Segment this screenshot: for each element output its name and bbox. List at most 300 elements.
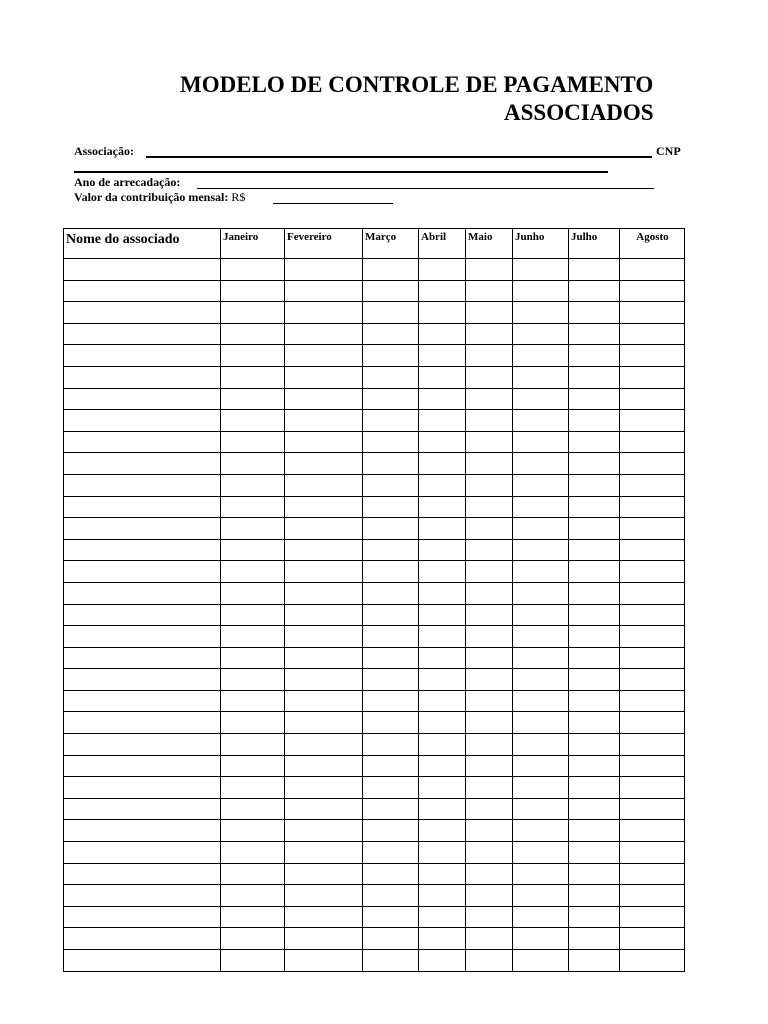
associado-name-cell[interactable] <box>64 302 221 324</box>
month-payment-cell[interactable] <box>569 604 620 626</box>
month-payment-cell[interactable] <box>419 626 466 648</box>
month-payment-cell[interactable] <box>466 734 513 756</box>
associado-name-cell[interactable] <box>64 950 221 972</box>
month-payment-cell[interactable] <box>285 474 363 496</box>
month-payment-cell[interactable] <box>466 431 513 453</box>
associado-name-cell[interactable] <box>64 734 221 756</box>
month-payment-cell[interactable] <box>363 820 419 842</box>
month-payment-cell[interactable] <box>569 777 620 799</box>
month-payment-cell[interactable] <box>569 431 620 453</box>
month-payment-cell[interactable] <box>419 518 466 540</box>
month-payment-cell[interactable] <box>285 647 363 669</box>
month-payment-cell[interactable] <box>620 539 685 561</box>
month-payment-cell[interactable] <box>221 604 285 626</box>
month-payment-cell[interactable] <box>466 496 513 518</box>
month-payment-cell[interactable] <box>466 712 513 734</box>
month-payment-cell[interactable] <box>620 755 685 777</box>
month-payment-cell[interactable] <box>466 755 513 777</box>
month-payment-cell[interactable] <box>363 474 419 496</box>
month-payment-cell[interactable] <box>620 950 685 972</box>
month-payment-cell[interactable] <box>569 561 620 583</box>
month-payment-cell[interactable] <box>513 863 569 885</box>
month-payment-cell[interactable] <box>221 561 285 583</box>
month-payment-cell[interactable] <box>513 431 569 453</box>
month-payment-cell[interactable] <box>419 259 466 281</box>
month-payment-cell[interactable] <box>513 669 569 691</box>
month-payment-cell[interactable] <box>620 323 685 345</box>
month-payment-cell[interactable] <box>419 928 466 950</box>
month-payment-cell[interactable] <box>221 345 285 367</box>
month-payment-cell[interactable] <box>419 431 466 453</box>
month-payment-cell[interactable] <box>363 410 419 432</box>
month-payment-cell[interactable] <box>466 604 513 626</box>
month-payment-cell[interactable] <box>620 820 685 842</box>
month-payment-cell[interactable] <box>513 366 569 388</box>
month-payment-cell[interactable] <box>363 582 419 604</box>
month-payment-cell[interactable] <box>513 928 569 950</box>
month-payment-cell[interactable] <box>620 518 685 540</box>
month-payment-cell[interactable] <box>513 410 569 432</box>
month-payment-cell[interactable] <box>363 453 419 475</box>
month-payment-cell[interactable] <box>466 820 513 842</box>
month-payment-cell[interactable] <box>620 712 685 734</box>
month-payment-cell[interactable] <box>466 669 513 691</box>
associado-name-cell[interactable] <box>64 259 221 281</box>
month-payment-cell[interactable] <box>419 496 466 518</box>
month-payment-cell[interactable] <box>419 820 466 842</box>
month-payment-cell[interactable] <box>285 626 363 648</box>
month-payment-cell[interactable] <box>285 928 363 950</box>
associado-name-cell[interactable] <box>64 280 221 302</box>
month-payment-cell[interactable] <box>285 820 363 842</box>
associado-name-cell[interactable] <box>64 863 221 885</box>
month-payment-cell[interactable] <box>221 388 285 410</box>
month-payment-cell[interactable] <box>221 431 285 453</box>
associacao-second-line[interactable] <box>74 171 608 173</box>
month-payment-cell[interactable] <box>620 366 685 388</box>
month-payment-cell[interactable] <box>620 410 685 432</box>
month-payment-cell[interactable] <box>513 302 569 324</box>
month-payment-cell[interactable] <box>620 842 685 864</box>
month-payment-cell[interactable] <box>419 755 466 777</box>
month-payment-cell[interactable] <box>363 323 419 345</box>
associado-name-cell[interactable] <box>64 474 221 496</box>
month-payment-cell[interactable] <box>569 539 620 561</box>
month-payment-cell[interactable] <box>466 366 513 388</box>
month-payment-cell[interactable] <box>221 280 285 302</box>
month-payment-cell[interactable] <box>466 777 513 799</box>
month-payment-cell[interactable] <box>513 626 569 648</box>
month-payment-cell[interactable] <box>419 604 466 626</box>
month-payment-cell[interactable] <box>620 798 685 820</box>
month-payment-cell[interactable] <box>569 863 620 885</box>
month-payment-cell[interactable] <box>363 431 419 453</box>
month-payment-cell[interactable] <box>620 259 685 281</box>
month-payment-cell[interactable] <box>363 885 419 907</box>
month-payment-cell[interactable] <box>221 453 285 475</box>
month-payment-cell[interactable] <box>513 496 569 518</box>
associado-name-cell[interactable] <box>64 669 221 691</box>
month-payment-cell[interactable] <box>620 302 685 324</box>
month-payment-cell[interactable] <box>221 712 285 734</box>
month-payment-cell[interactable] <box>466 302 513 324</box>
month-payment-cell[interactable] <box>419 950 466 972</box>
month-payment-cell[interactable] <box>285 496 363 518</box>
month-payment-cell[interactable] <box>285 410 363 432</box>
month-payment-cell[interactable] <box>513 561 569 583</box>
month-payment-cell[interactable] <box>419 777 466 799</box>
associado-name-cell[interactable] <box>64 690 221 712</box>
month-payment-cell[interactable] <box>466 474 513 496</box>
associado-name-cell[interactable] <box>64 561 221 583</box>
month-payment-cell[interactable] <box>285 453 363 475</box>
month-payment-cell[interactable] <box>285 280 363 302</box>
associado-name-cell[interactable] <box>64 842 221 864</box>
month-payment-cell[interactable] <box>569 518 620 540</box>
month-payment-cell[interactable] <box>620 626 685 648</box>
month-payment-cell[interactable] <box>569 345 620 367</box>
month-payment-cell[interactable] <box>221 518 285 540</box>
month-payment-cell[interactable] <box>513 842 569 864</box>
month-payment-cell[interactable] <box>221 496 285 518</box>
month-payment-cell[interactable] <box>466 798 513 820</box>
month-payment-cell[interactable] <box>513 539 569 561</box>
associado-name-cell[interactable] <box>64 496 221 518</box>
month-payment-cell[interactable] <box>285 561 363 583</box>
month-payment-cell[interactable] <box>363 626 419 648</box>
month-payment-cell[interactable] <box>620 496 685 518</box>
associado-name-cell[interactable] <box>64 453 221 475</box>
month-payment-cell[interactable] <box>513 690 569 712</box>
month-payment-cell[interactable] <box>363 734 419 756</box>
month-payment-cell[interactable] <box>569 842 620 864</box>
associado-name-cell[interactable] <box>64 366 221 388</box>
month-payment-cell[interactable] <box>363 366 419 388</box>
month-payment-cell[interactable] <box>285 604 363 626</box>
month-payment-cell[interactable] <box>419 906 466 928</box>
month-payment-cell[interactable] <box>569 410 620 432</box>
month-payment-cell[interactable] <box>419 410 466 432</box>
month-payment-cell[interactable] <box>419 842 466 864</box>
month-payment-cell[interactable] <box>569 690 620 712</box>
month-payment-cell[interactable] <box>569 669 620 691</box>
month-payment-cell[interactable] <box>285 539 363 561</box>
month-payment-cell[interactable] <box>569 885 620 907</box>
associado-name-cell[interactable] <box>64 323 221 345</box>
month-payment-cell[interactable] <box>363 712 419 734</box>
month-payment-cell[interactable] <box>363 755 419 777</box>
month-payment-cell[interactable] <box>363 928 419 950</box>
month-payment-cell[interactable] <box>419 323 466 345</box>
month-payment-cell[interactable] <box>466 259 513 281</box>
month-payment-cell[interactable] <box>285 302 363 324</box>
month-payment-cell[interactable] <box>285 518 363 540</box>
associado-name-cell[interactable] <box>64 345 221 367</box>
month-payment-cell[interactable] <box>513 474 569 496</box>
month-payment-cell[interactable] <box>620 582 685 604</box>
month-payment-cell[interactable] <box>221 885 285 907</box>
month-payment-cell[interactable] <box>419 863 466 885</box>
month-payment-cell[interactable] <box>513 906 569 928</box>
month-payment-cell[interactable] <box>419 690 466 712</box>
month-payment-cell[interactable] <box>419 582 466 604</box>
month-payment-cell[interactable] <box>363 518 419 540</box>
month-payment-cell[interactable] <box>466 539 513 561</box>
month-payment-cell[interactable] <box>419 366 466 388</box>
month-payment-cell[interactable] <box>285 755 363 777</box>
month-payment-cell[interactable] <box>419 345 466 367</box>
month-payment-cell[interactable] <box>569 820 620 842</box>
month-payment-cell[interactable] <box>569 474 620 496</box>
month-payment-cell[interactable] <box>419 539 466 561</box>
month-payment-cell[interactable] <box>466 863 513 885</box>
month-payment-cell[interactable] <box>466 345 513 367</box>
month-payment-cell[interactable] <box>513 712 569 734</box>
month-payment-cell[interactable] <box>285 388 363 410</box>
month-payment-cell[interactable] <box>620 474 685 496</box>
month-payment-cell[interactable] <box>285 345 363 367</box>
month-payment-cell[interactable] <box>419 302 466 324</box>
month-payment-cell[interactable] <box>466 280 513 302</box>
month-payment-cell[interactable] <box>363 950 419 972</box>
month-payment-cell[interactable] <box>221 323 285 345</box>
month-payment-cell[interactable] <box>363 259 419 281</box>
month-payment-cell[interactable] <box>466 582 513 604</box>
associado-name-cell[interactable] <box>64 906 221 928</box>
associado-name-cell[interactable] <box>64 798 221 820</box>
month-payment-cell[interactable] <box>419 474 466 496</box>
month-payment-cell[interactable] <box>363 842 419 864</box>
month-payment-cell[interactable] <box>620 669 685 691</box>
associado-name-cell[interactable] <box>64 604 221 626</box>
associado-name-cell[interactable] <box>64 712 221 734</box>
month-payment-cell[interactable] <box>221 690 285 712</box>
month-payment-cell[interactable] <box>513 950 569 972</box>
month-payment-cell[interactable] <box>513 820 569 842</box>
month-payment-cell[interactable] <box>363 798 419 820</box>
month-payment-cell[interactable] <box>569 366 620 388</box>
month-payment-cell[interactable] <box>513 777 569 799</box>
month-payment-cell[interactable] <box>466 950 513 972</box>
month-payment-cell[interactable] <box>285 885 363 907</box>
month-payment-cell[interactable] <box>285 842 363 864</box>
month-payment-cell[interactable] <box>466 647 513 669</box>
month-payment-cell[interactable] <box>620 604 685 626</box>
month-payment-cell[interactable] <box>363 280 419 302</box>
month-payment-cell[interactable] <box>221 539 285 561</box>
month-payment-cell[interactable] <box>569 259 620 281</box>
month-payment-cell[interactable] <box>285 431 363 453</box>
month-payment-cell[interactable] <box>363 906 419 928</box>
month-payment-cell[interactable] <box>569 453 620 475</box>
month-payment-cell[interactable] <box>569 582 620 604</box>
month-payment-cell[interactable] <box>221 647 285 669</box>
month-payment-cell[interactable] <box>620 280 685 302</box>
month-payment-cell[interactable] <box>285 366 363 388</box>
month-payment-cell[interactable] <box>285 734 363 756</box>
month-payment-cell[interactable] <box>466 626 513 648</box>
month-payment-cell[interactable] <box>285 690 363 712</box>
month-payment-cell[interactable] <box>569 712 620 734</box>
month-payment-cell[interactable] <box>620 734 685 756</box>
month-payment-cell[interactable] <box>569 302 620 324</box>
month-payment-cell[interactable] <box>620 885 685 907</box>
valor-contribuicao-field-line[interactable] <box>273 203 393 204</box>
month-payment-cell[interactable] <box>419 453 466 475</box>
associado-name-cell[interactable] <box>64 539 221 561</box>
month-payment-cell[interactable] <box>466 928 513 950</box>
month-payment-cell[interactable] <box>363 388 419 410</box>
associado-name-cell[interactable] <box>64 885 221 907</box>
month-payment-cell[interactable] <box>466 518 513 540</box>
month-payment-cell[interactable] <box>419 561 466 583</box>
month-payment-cell[interactable] <box>221 734 285 756</box>
month-payment-cell[interactable] <box>513 453 569 475</box>
month-payment-cell[interactable] <box>513 755 569 777</box>
month-payment-cell[interactable] <box>513 798 569 820</box>
month-payment-cell[interactable] <box>221 798 285 820</box>
month-payment-cell[interactable] <box>513 582 569 604</box>
month-payment-cell[interactable] <box>620 431 685 453</box>
ano-arrecadacao-field-line[interactable] <box>197 188 654 189</box>
month-payment-cell[interactable] <box>569 647 620 669</box>
month-payment-cell[interactable] <box>285 863 363 885</box>
month-payment-cell[interactable] <box>466 323 513 345</box>
month-payment-cell[interactable] <box>419 669 466 691</box>
month-payment-cell[interactable] <box>363 604 419 626</box>
month-payment-cell[interactable] <box>620 453 685 475</box>
associado-name-cell[interactable] <box>64 777 221 799</box>
month-payment-cell[interactable] <box>569 755 620 777</box>
month-payment-cell[interactable] <box>285 906 363 928</box>
month-payment-cell[interactable] <box>285 323 363 345</box>
month-payment-cell[interactable] <box>620 928 685 950</box>
month-payment-cell[interactable] <box>363 777 419 799</box>
month-payment-cell[interactable] <box>419 388 466 410</box>
associado-name-cell[interactable] <box>64 582 221 604</box>
month-payment-cell[interactable] <box>466 561 513 583</box>
month-payment-cell[interactable] <box>285 259 363 281</box>
month-payment-cell[interactable] <box>513 604 569 626</box>
month-payment-cell[interactable] <box>221 820 285 842</box>
month-payment-cell[interactable] <box>221 302 285 324</box>
month-payment-cell[interactable] <box>363 496 419 518</box>
month-payment-cell[interactable] <box>569 928 620 950</box>
month-payment-cell[interactable] <box>513 280 569 302</box>
associacao-field-line[interactable] <box>146 156 652 158</box>
month-payment-cell[interactable] <box>569 950 620 972</box>
month-payment-cell[interactable] <box>466 906 513 928</box>
month-payment-cell[interactable] <box>513 259 569 281</box>
month-payment-cell[interactable] <box>285 712 363 734</box>
month-payment-cell[interactable] <box>285 777 363 799</box>
month-payment-cell[interactable] <box>419 647 466 669</box>
month-payment-cell[interactable] <box>569 280 620 302</box>
month-payment-cell[interactable] <box>419 280 466 302</box>
associado-name-cell[interactable] <box>64 755 221 777</box>
month-payment-cell[interactable] <box>513 345 569 367</box>
month-payment-cell[interactable] <box>569 734 620 756</box>
month-payment-cell[interactable] <box>513 647 569 669</box>
month-payment-cell[interactable] <box>569 388 620 410</box>
month-payment-cell[interactable] <box>419 734 466 756</box>
associado-name-cell[interactable] <box>64 410 221 432</box>
month-payment-cell[interactable] <box>569 798 620 820</box>
month-payment-cell[interactable] <box>285 950 363 972</box>
associado-name-cell[interactable] <box>64 647 221 669</box>
month-payment-cell[interactable] <box>221 669 285 691</box>
month-payment-cell[interactable] <box>363 539 419 561</box>
month-payment-cell[interactable] <box>363 863 419 885</box>
month-payment-cell[interactable] <box>221 950 285 972</box>
month-payment-cell[interactable] <box>620 561 685 583</box>
month-payment-cell[interactable] <box>363 302 419 324</box>
month-payment-cell[interactable] <box>466 842 513 864</box>
associado-name-cell[interactable] <box>64 431 221 453</box>
month-payment-cell[interactable] <box>620 388 685 410</box>
month-payment-cell[interactable] <box>569 906 620 928</box>
associado-name-cell[interactable] <box>64 928 221 950</box>
associado-name-cell[interactable] <box>64 388 221 410</box>
month-payment-cell[interactable] <box>363 690 419 712</box>
month-payment-cell[interactable] <box>466 453 513 475</box>
month-payment-cell[interactable] <box>466 885 513 907</box>
month-payment-cell[interactable] <box>221 410 285 432</box>
month-payment-cell[interactable] <box>221 366 285 388</box>
month-payment-cell[interactable] <box>221 842 285 864</box>
associado-name-cell[interactable] <box>64 518 221 540</box>
month-payment-cell[interactable] <box>419 712 466 734</box>
month-payment-cell[interactable] <box>513 388 569 410</box>
month-payment-cell[interactable] <box>285 582 363 604</box>
month-payment-cell[interactable] <box>620 690 685 712</box>
month-payment-cell[interactable] <box>221 626 285 648</box>
month-payment-cell[interactable] <box>221 906 285 928</box>
month-payment-cell[interactable] <box>620 906 685 928</box>
month-payment-cell[interactable] <box>569 323 620 345</box>
month-payment-cell[interactable] <box>620 863 685 885</box>
month-payment-cell[interactable] <box>620 647 685 669</box>
month-payment-cell[interactable] <box>221 755 285 777</box>
month-payment-cell[interactable] <box>466 690 513 712</box>
month-payment-cell[interactable] <box>363 345 419 367</box>
month-payment-cell[interactable] <box>221 474 285 496</box>
associado-name-cell[interactable] <box>64 820 221 842</box>
month-payment-cell[interactable] <box>466 388 513 410</box>
month-payment-cell[interactable] <box>285 798 363 820</box>
month-payment-cell[interactable] <box>363 561 419 583</box>
month-payment-cell[interactable] <box>363 669 419 691</box>
month-payment-cell[interactable] <box>221 582 285 604</box>
month-payment-cell[interactable] <box>513 323 569 345</box>
month-payment-cell[interactable] <box>221 863 285 885</box>
month-payment-cell[interactable] <box>569 626 620 648</box>
month-payment-cell[interactable] <box>419 885 466 907</box>
month-payment-cell[interactable] <box>221 259 285 281</box>
month-payment-cell[interactable] <box>285 669 363 691</box>
month-payment-cell[interactable] <box>620 345 685 367</box>
month-payment-cell[interactable] <box>513 885 569 907</box>
month-payment-cell[interactable] <box>513 518 569 540</box>
month-payment-cell[interactable] <box>221 777 285 799</box>
associado-name-cell[interactable] <box>64 626 221 648</box>
month-payment-cell[interactable] <box>620 777 685 799</box>
month-payment-cell[interactable] <box>513 734 569 756</box>
month-payment-cell[interactable] <box>363 647 419 669</box>
month-payment-cell[interactable] <box>419 798 466 820</box>
month-payment-cell[interactable] <box>569 496 620 518</box>
month-payment-cell[interactable] <box>221 928 285 950</box>
